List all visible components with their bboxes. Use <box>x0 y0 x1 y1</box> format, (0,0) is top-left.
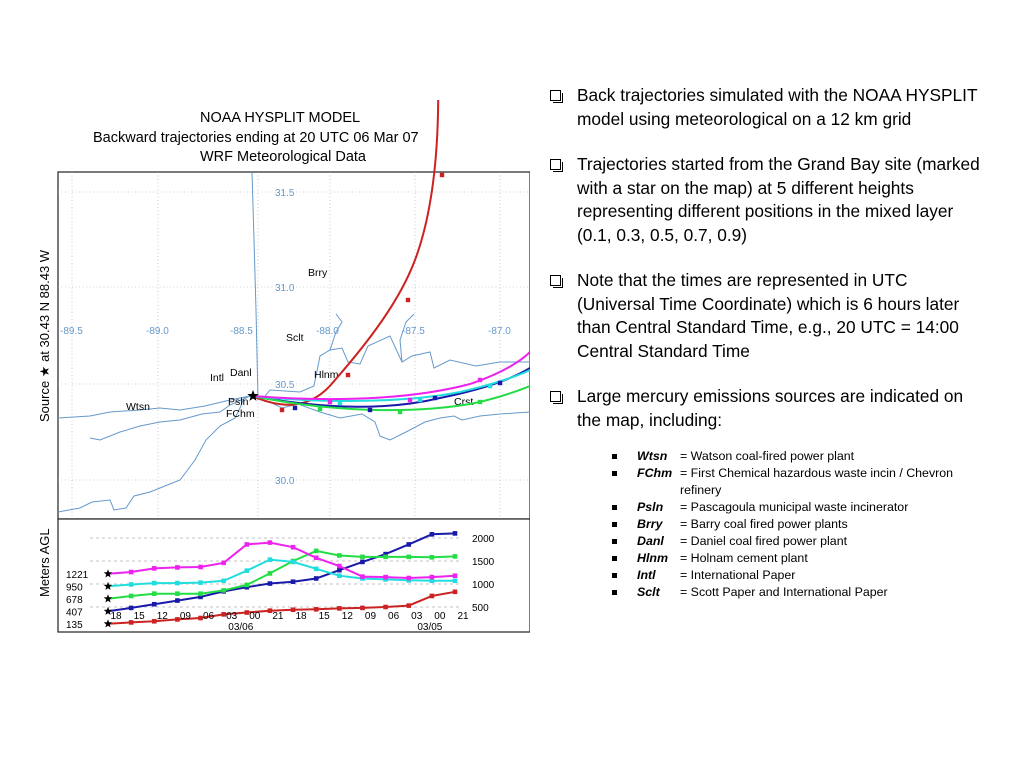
height-xtick-label: 18 <box>110 611 122 622</box>
height-data-point <box>268 571 273 576</box>
trajectory-marker <box>346 373 350 377</box>
checkbox-bullet-icon <box>550 275 561 286</box>
height-data-point <box>245 542 250 547</box>
height-xtick-label: 00 <box>434 611 446 622</box>
place-label: Wtsn <box>126 401 150 413</box>
height-data-point <box>152 581 157 586</box>
height-data-point <box>383 605 388 610</box>
height-data-point <box>383 575 388 580</box>
lon-label: -88.0 <box>316 326 339 337</box>
height-data-point <box>337 553 342 558</box>
source-item <box>612 567 988 584</box>
height-axis-label: Meters AGL <box>37 528 52 597</box>
source-desc: = Barry coal fired power plants <box>680 517 848 531</box>
lon-label: -89.0 <box>146 326 169 337</box>
trajectory-marker <box>398 410 402 414</box>
height-data-point <box>268 540 273 545</box>
height-data-point <box>152 566 157 571</box>
place-label: Hlnm <box>314 369 339 381</box>
height-data-point <box>430 594 435 599</box>
height-data-point <box>291 579 296 584</box>
height-xtick-label: 12 <box>341 611 353 622</box>
note-item <box>548 84 988 131</box>
note-text: Back trajectories simulated with the NOAA HYSPLIT model using meteorological on a 12 km grid <box>577 85 978 129</box>
height-data-point <box>221 588 226 593</box>
trajectory-marker <box>478 400 482 404</box>
height-data-point <box>430 532 435 537</box>
figure-subtitle: Backward trajectories ending at 20 UTC 06 Mar 07 <box>93 130 419 146</box>
height-data-point <box>245 568 250 573</box>
place-label: FChm <box>226 408 255 420</box>
place-label: Danl <box>230 367 252 379</box>
figure-title: NOAA HYSPLIT MODEL <box>200 110 361 126</box>
height-xtick-label: 21 <box>272 611 284 622</box>
source-item <box>612 448 988 465</box>
source-abbr: Intl <box>637 568 656 582</box>
source-item <box>612 584 988 601</box>
map-panel <box>58 172 530 519</box>
place-label: Sclt <box>286 332 304 344</box>
checkbox-bullet-icon <box>550 159 561 170</box>
trajectory-marker <box>328 400 332 404</box>
date-label: 03/06 <box>228 622 254 633</box>
height-xtick-label: 03 <box>411 611 423 622</box>
height-xtick-label: 09 <box>364 611 377 622</box>
height-data-point <box>175 581 180 586</box>
trajectory-marker <box>338 401 342 405</box>
height-xtick-label: 06 <box>388 611 400 622</box>
height-data-point <box>360 560 365 565</box>
height-data-point <box>245 583 250 588</box>
source-desc: = Pascagoula municipal waste incinerator <box>680 500 909 514</box>
height-ytick-label: 2000 <box>472 534 495 545</box>
start-height-label: 1221 <box>66 569 89 581</box>
height-data-point <box>453 578 458 583</box>
square-bullet-icon <box>612 573 617 578</box>
height-data-point <box>268 581 273 586</box>
source-desc: = Daniel coal fired power plant <box>680 534 848 548</box>
height-data-point <box>430 575 435 580</box>
source-desc: = International Paper <box>680 568 796 582</box>
height-data-point <box>175 598 180 603</box>
notes-panel <box>548 84 988 601</box>
height-data-point <box>430 555 435 560</box>
source-item <box>612 550 988 567</box>
figure-subtitle-2: WRF Meteorological Data <box>200 149 366 165</box>
height-xtick-label: 15 <box>133 611 145 622</box>
square-bullet-icon <box>612 590 617 595</box>
height-data-point <box>291 545 296 550</box>
height-data-point <box>337 606 342 611</box>
start-height-label: 135 <box>66 619 83 631</box>
lon-label: -87.0 <box>488 326 511 337</box>
start-height-label: 678 <box>66 594 83 606</box>
place-label: Intl <box>210 372 225 384</box>
height-xtick-label: 21 <box>457 611 469 622</box>
square-bullet-icon <box>612 522 617 527</box>
source-abbr: Psln <box>637 500 664 514</box>
source-abbr: Hlnm <box>637 551 668 565</box>
trajectory-plot <box>30 100 530 640</box>
height-data-point <box>314 549 319 554</box>
height-data-point <box>383 555 388 560</box>
checkbox-bullet-icon <box>550 90 561 101</box>
trajectory-marker <box>280 408 284 412</box>
height-data-point <box>314 567 319 572</box>
height-data-point <box>406 603 411 608</box>
note-item <box>548 385 988 432</box>
height-data-point <box>453 554 458 559</box>
note-text: Note that the times are represented in UTC (Universal Time Coordinate) which is 6 hours later than Central Standard Time, e.g., 20 UTC = 14:00 Central Standard Time <box>577 270 960 361</box>
trajectory-marker <box>368 408 372 412</box>
height-xtick-label: 15 <box>318 611 330 622</box>
height-data-point <box>360 555 365 560</box>
lon-label: -88.5 <box>230 326 253 337</box>
lat-label: 31.5 <box>275 188 295 199</box>
date-label: 03/05 <box>417 622 443 633</box>
trajectory-marker <box>406 298 410 302</box>
trajectory-marker <box>478 378 482 382</box>
source-desc: = Watson coal-fired power plant <box>680 449 855 463</box>
trajectory-marker <box>318 407 322 411</box>
height-data-point <box>175 565 180 570</box>
height-data-point <box>406 555 411 560</box>
place-label: Psln <box>228 396 249 408</box>
hysplit-figure <box>30 100 530 640</box>
height-data-point <box>129 594 134 599</box>
height-data-point <box>453 590 458 595</box>
source-abbr: Sclt <box>637 585 660 599</box>
height-data-point <box>314 555 319 560</box>
height-data-point <box>152 602 157 607</box>
height-data-point <box>406 576 411 581</box>
trajectory-marker <box>488 384 492 388</box>
trajectory-marker <box>418 398 422 402</box>
checkbox-bullet-icon <box>550 391 561 402</box>
height-data-point <box>337 568 342 573</box>
square-bullet-icon <box>612 539 617 544</box>
height-data-point <box>152 591 157 596</box>
height-data-point <box>406 542 411 547</box>
lat-label: 30.5 <box>275 380 295 391</box>
height-data-point <box>198 580 203 585</box>
trajectory-marker <box>440 173 444 177</box>
trajectory-marker <box>293 406 297 410</box>
height-data-point <box>129 606 134 611</box>
note-text: Large mercury emissions sources are indicated on the map, including: <box>577 386 964 430</box>
height-xtick-label: 03 <box>226 611 238 622</box>
lat-label: 31.0 <box>275 283 295 294</box>
sources-list <box>548 448 988 601</box>
square-bullet-icon <box>612 471 617 476</box>
source-abbr: FChm <box>637 466 673 480</box>
height-data-point <box>198 565 203 570</box>
height-data-point <box>221 561 226 566</box>
source-desc: = Holnam cement plant <box>680 551 808 565</box>
trajectory-marker <box>433 396 437 400</box>
height-xtick-label: 09 <box>179 611 191 622</box>
source-desc: = Scott Paper and International Paper <box>680 585 888 599</box>
height-data-point <box>453 573 458 578</box>
source-desc: = First Chemical hazardous waste incin / Chevron refinery <box>680 466 954 497</box>
height-data-point <box>129 582 134 587</box>
source-label: Source ★ at 30.43 N 88.43 W <box>37 249 52 422</box>
height-data-point <box>337 573 342 578</box>
height-ytick-label: 1500 <box>472 557 495 568</box>
source-abbr: Danl <box>637 534 664 548</box>
start-height-label: 407 <box>66 607 83 619</box>
note-text: Trajectories started from the Grand Bay site (marked with a star on the map) at 5 different heights representing different positions in the mixed layer (0.1, 0.3, 0.5, 0.7, 0.9) <box>577 154 980 245</box>
height-data-point <box>453 531 458 536</box>
height-xtick-label: 18 <box>295 611 307 622</box>
start-height-label: 950 <box>66 582 83 594</box>
note-item <box>548 269 988 363</box>
source-item <box>612 516 988 533</box>
source-abbr: Wtsn <box>637 449 668 463</box>
source-item <box>612 533 988 550</box>
trajectory-marker <box>498 381 502 385</box>
height-data-point <box>360 574 365 579</box>
height-data-point <box>129 570 134 575</box>
source-abbr: Brry <box>637 517 663 531</box>
lat-label: 30.0 <box>275 476 295 487</box>
square-bullet-icon <box>612 556 617 561</box>
height-data-point <box>337 564 342 569</box>
height-data-point <box>314 576 319 581</box>
height-data-point <box>198 591 203 596</box>
place-label: Brry <box>308 267 328 279</box>
height-ytick-label: 500 <box>472 603 489 614</box>
height-xtick-label: 00 <box>249 611 261 622</box>
height-ytick-label: 1000 <box>472 580 495 591</box>
trajectory-marker <box>408 398 412 402</box>
square-bullet-icon <box>612 454 617 459</box>
square-bullet-icon <box>612 505 617 510</box>
height-data-point <box>291 560 296 565</box>
lon-label: -89.5 <box>60 326 83 337</box>
source-item <box>612 499 988 516</box>
height-data-point <box>360 606 365 611</box>
height-xtick-label: 12 <box>156 611 168 622</box>
source-item <box>612 465 988 499</box>
place-label: Crst <box>454 396 474 408</box>
height-data-point <box>268 557 273 562</box>
height-data-point <box>221 578 226 583</box>
lon-label: -87.5 <box>402 326 425 337</box>
note-item <box>548 153 988 247</box>
height-data-point <box>175 591 180 596</box>
height-xtick-label: 06 <box>202 611 215 622</box>
